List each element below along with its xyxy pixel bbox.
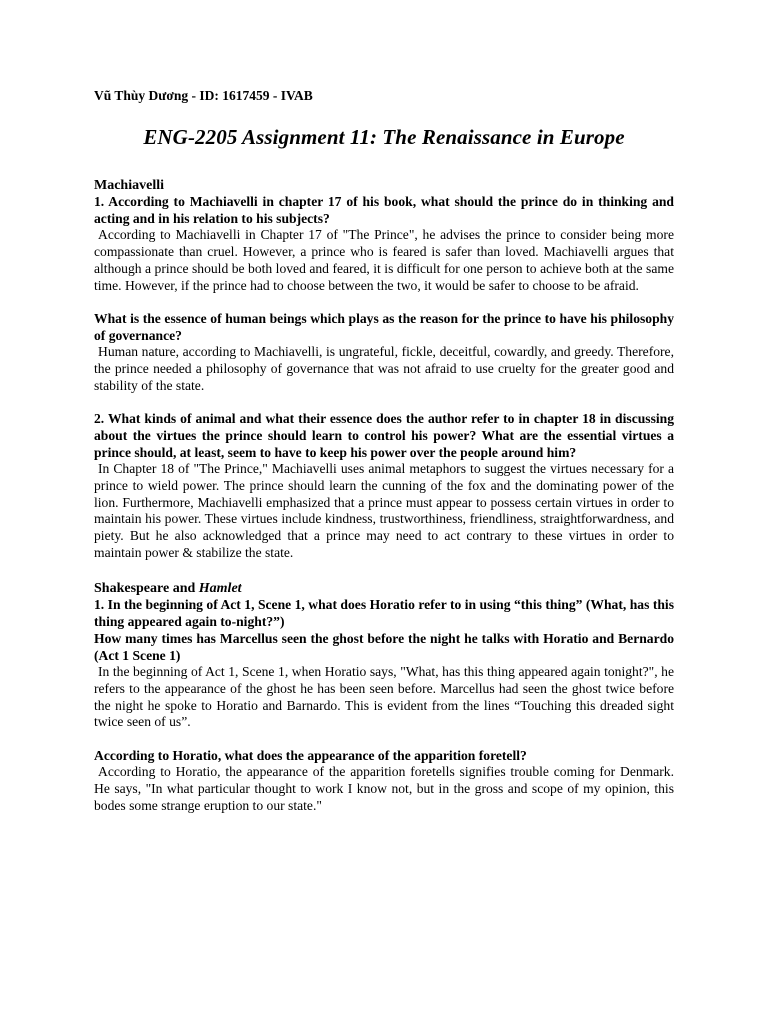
author-line: Vũ Thùy Dương - ID: 1617459 - IVAB (94, 88, 313, 103)
question-shakespeare-1: 1. In the beginning of Act 1, Scene 1, what does Horatio refer to in using “this thing” (What, has this thing appeared again to-night?”) (94, 597, 674, 630)
answer-text: Human nature, according to Machiavelli, is ungrateful, fickle, deceitful, cowardly, and greedy. Therefore, the prince needed a philosophy of governance that was not afraid to use cruelty for the greater good and stability of the state. (94, 344, 674, 393)
spacer (94, 394, 674, 411)
answer-text: In Chapter 18 of "The Prince," Machiavelli uses animal metaphors to suggest the virtues necessary for a prince to wield power. The prince should learn the cunning of the fox and the dominating power of the lion. Furthermore, Machiavelli emphasized that a prince must appear to possess certain virtues in order to maintain his power. These virtues include kindness, trustworthiness, friendliness, straightforwardness, and piety. But he also acknowledged that a prince may need to act contrary to these virtues in order to maintain power & stabilize the state. (94, 461, 674, 560)
document-page (94, 88, 674, 815)
question-machiavelli-1b: What is the essence of human beings which plays as the reason for the prince to have his philosophy of governance? (94, 310, 674, 343)
answer-text: In the beginning of Act 1, Scene 1, when Horatio says, "What, has this thing appeared again tonight?", he refers to the appearance of the ghost he has been seen before. Marcellus had seen the ghost twice before the night he spoke to Horatio and Barnardo. This is evident from the lines “Touching this dreaded sight twice seen of us”. (94, 664, 674, 730)
answer-machiavelli-1 (94, 227, 674, 294)
heading-prefix: Shakespeare and (94, 581, 199, 597)
answer-machiavelli-1b (94, 344, 674, 394)
answer-shakespeare-1 (94, 664, 674, 731)
document-title: ENG-2205 Assignment 11: The Renaissance in Europe (143, 125, 625, 149)
answer-machiavelli-2 (94, 461, 674, 561)
question-shakespeare-2: According to Horatio, what does the appearance of the apparition foretell? (94, 747, 527, 763)
answer-shakespeare-2 (94, 764, 674, 814)
heading-italic-title: Hamlet (198, 581, 242, 597)
question-machiavelli-2: 2. What kinds of animal and what their essence does the author refer to in chapter 18 in discussing about the virtues the prince should learn to control his power? What are the essential virtues a prince should, at least, seem to have to keep his power over the people around him? (94, 411, 674, 460)
spacer (94, 294, 674, 311)
question-machiavelli-1: 1. According to Machiavelli in chapter 17 of his book, what should the prince do in thinking and acting and in his relation to his subjects? (94, 194, 674, 226)
answer-text: According to Machiavelli in Chapter 17 of "The Prince", he advises the prince to consider being more compassionate than cruel. However, a prince who is feared is safer than loved. Machiavelli argues that although a prince should be both loved and feared, it is difficult for one person to achieve both at the same time. However, if the prince had to choose between the two, it would be safer to choose to be afraid. (94, 227, 674, 293)
section-heading-shakespeare (94, 580, 674, 597)
section-heading-machiavelli: Machiavelli (94, 178, 164, 193)
spacer (94, 731, 674, 748)
answer-text: According to Horatio, the appearance of the apparition foretells signifies trouble coming for Denmark. He says, "In what particular thought to work I know not, but in the gross and scope of my opinion, this bodes some strange eruption to our state." (94, 764, 674, 813)
question-shakespeare-1b: How many times has Marcellus seen the ghost before the night he talks with Horatio and Bernardo (Act 1 Scene 1) (94, 630, 674, 663)
